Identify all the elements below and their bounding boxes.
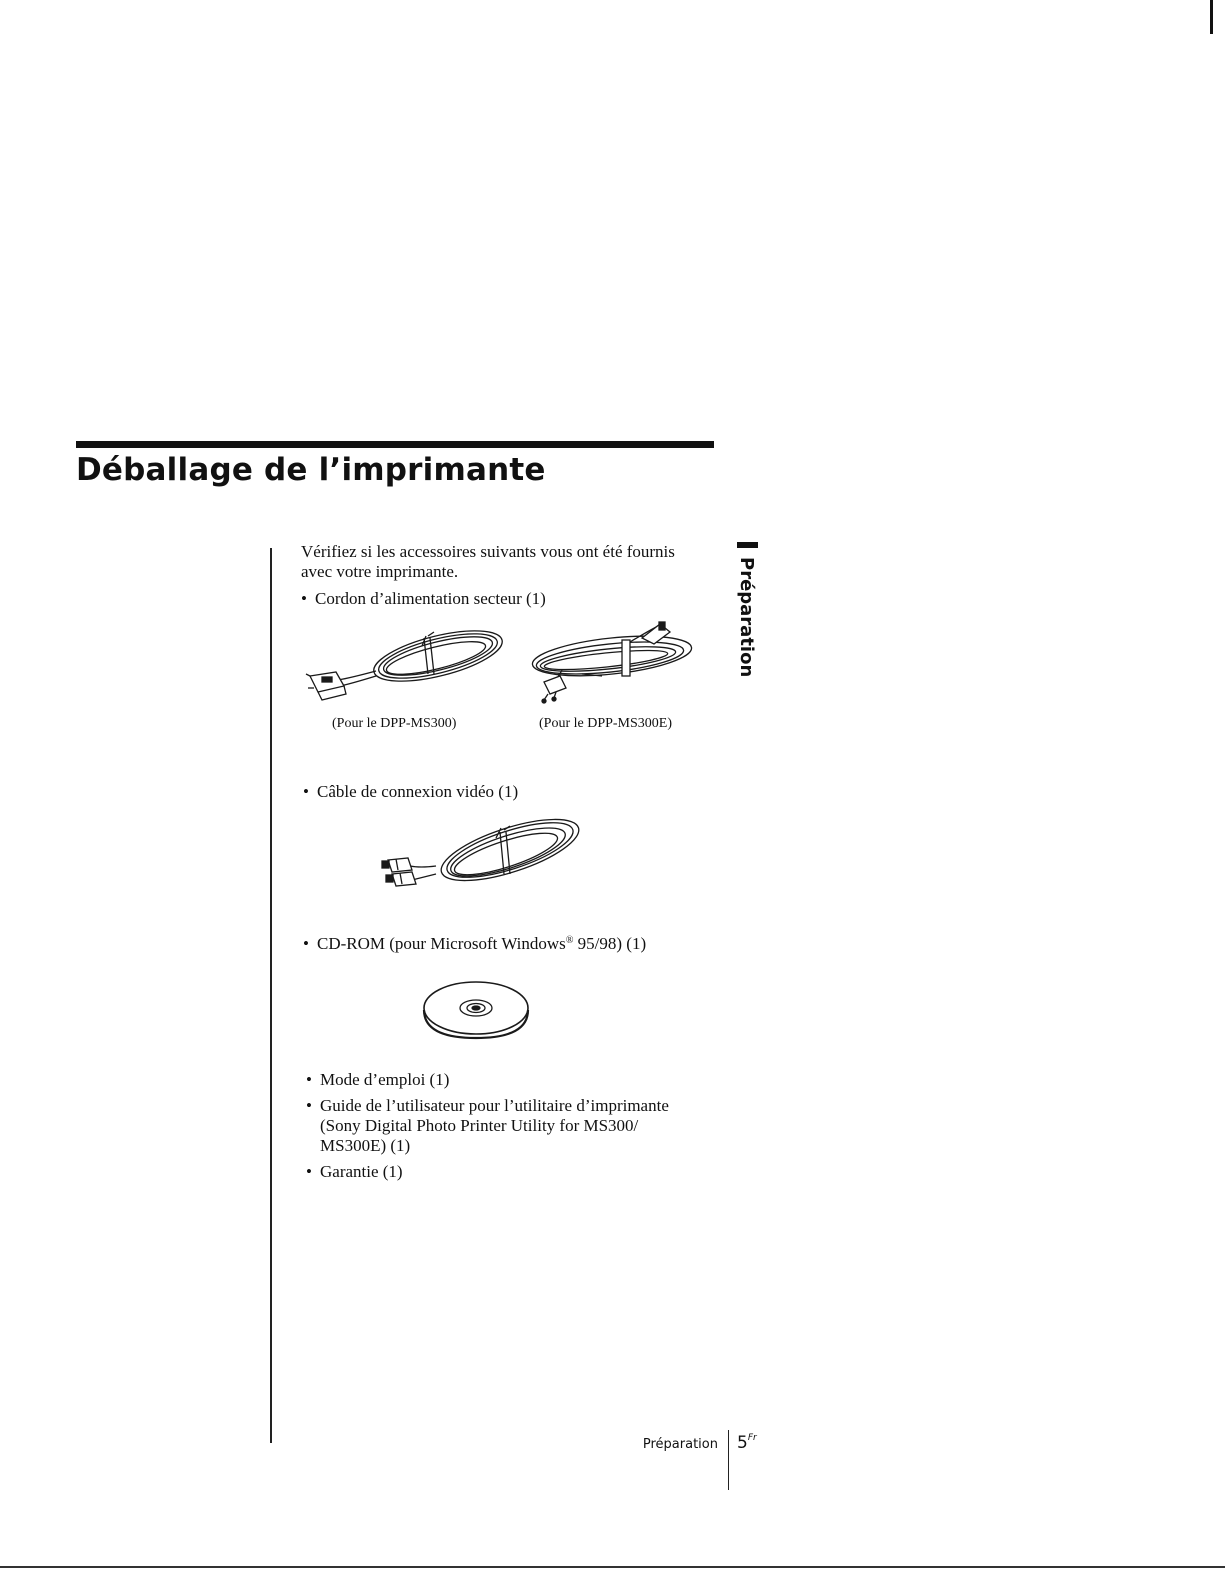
cd-rom-icon — [420, 980, 532, 1042]
column-rule — [270, 548, 272, 1443]
bullet: • — [301, 589, 307, 608]
side-tab-mark — [737, 542, 758, 548]
footer-section-name: Préparation — [642, 1437, 718, 1452]
list-item-label: Guide de l’utilisateur pour l’utilitaire d’imprimante — [320, 1096, 669, 1115]
list-item-manual — [306, 1070, 449, 1090]
page-number-suffix: Fr — [747, 1433, 757, 1443]
registered-mark: ® — [565, 935, 574, 946]
bullet: • — [306, 1162, 312, 1181]
scan-edge-mark — [1210, 0, 1213, 34]
list-item-cdrom — [303, 931, 646, 954]
power-cord-ms300-icon — [300, 616, 510, 706]
page-number — [737, 1433, 757, 1453]
intro-line-2: avec votre imprimante. — [301, 562, 459, 581]
list-item-label: Cordon d’alimentation secteur (1) — [315, 589, 546, 608]
side-tab-label: Préparation — [736, 557, 757, 678]
page-title: Déballage de l’imprimante — [76, 452, 546, 488]
list-item-label: Mode d’emploi (1) — [320, 1070, 450, 1089]
bullet: • — [303, 934, 309, 953]
intro-line-1: Vérifiez si les accessoires suivants vous ont été fournis — [301, 542, 675, 561]
bullet: • — [303, 782, 309, 801]
list-item-guide-line-3: MS300E) (1) — [320, 1136, 411, 1155]
caption-ms300e: (Pour le DPP-MS300E) — [539, 716, 673, 731]
power-cord-ms300e-icon — [522, 612, 697, 707]
caption-ms300: (Pour le DPP-MS300) — [332, 716, 457, 731]
footer-rule — [728, 1430, 729, 1490]
list-item-guide-line-2: (Sony Digital Photo Printer Utility for MS300/ — [320, 1116, 639, 1135]
list-item-power-cord — [301, 589, 546, 609]
video-cable-icon — [380, 814, 595, 894]
list-item-warranty — [306, 1162, 403, 1182]
list-item-label: Garantie (1) — [320, 1162, 403, 1181]
list-item-label: CD-ROM (pour Microsoft Windows — [317, 934, 566, 953]
scan-bottom-edge — [0, 1566, 1225, 1568]
list-item-label-suffix: 95/98) (1) — [573, 934, 647, 953]
page-number-value: 5 — [737, 1433, 748, 1453]
list-item-label: Câble de connexion vidéo (1) — [317, 782, 519, 801]
title-rule — [76, 441, 714, 448]
list-item-video-cable — [303, 782, 518, 802]
bullet: • — [306, 1070, 312, 1089]
list-item-guide — [306, 1096, 669, 1116]
bullet: • — [306, 1096, 312, 1115]
